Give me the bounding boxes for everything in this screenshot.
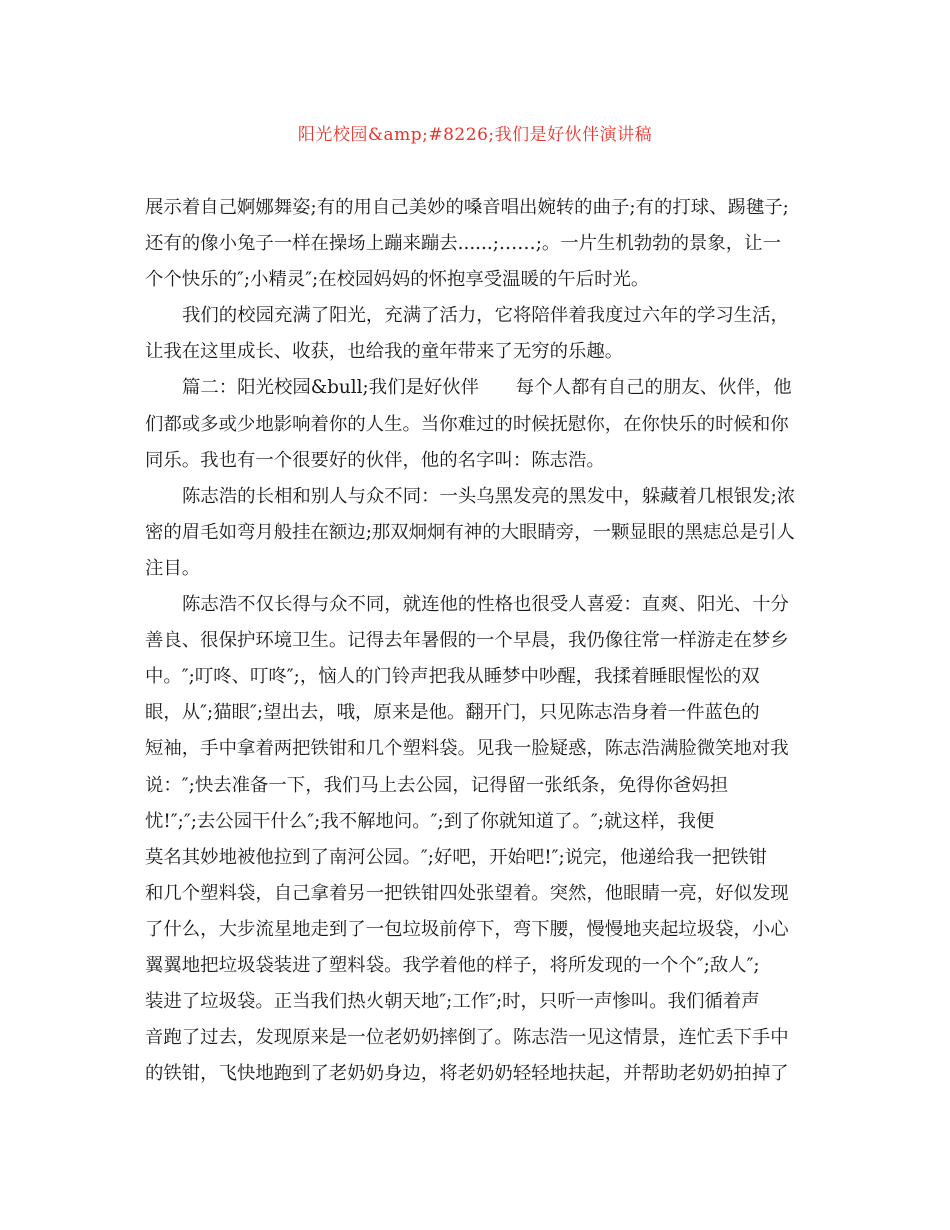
paragraph <box>145 190 805 298</box>
text-line: 陈志浩不仅长得与众不同，就连他的性格也很受人喜爱：直爽、阳光、十分 <box>182 594 789 616</box>
text-line: 莫名其妙地被他拉到了南河公园。″;好吧，开始吧!″;说完，他递给我一把铁钳 <box>145 846 768 868</box>
text-line: 注目。 <box>145 557 201 579</box>
text-line: 了什么，大步流星地走到了一包垃圾前停下，弯下腰，慢慢地夹起垃圾袋，小心 <box>145 918 789 940</box>
text-line: 翼翼地把垃圾袋装进了塑料袋。我学着他的样子，将所发现的一个个″;敌人″; <box>145 954 760 976</box>
text-line: 的铁钳，飞快地跑到了老奶奶身边，将老奶奶轻轻地扶起，并帮助老奶奶拍掉了 <box>145 1063 789 1085</box>
text-line: 中。″;叮咚、叮咚″;，恼人的门铃声把我从睡梦中吵醒，我揉着睡眼惺忪的双 <box>145 666 760 688</box>
text-line: 善良、很保护环境卫生。记得去年暑假的一个早晨，我仍像往常一样游走在梦乡 <box>145 630 789 652</box>
text-line: 装进了垃圾袋。正当我们热火朝天地″;工作″;时，只听一声惨叫。我们循着声 <box>145 991 760 1013</box>
text-line: 音跑了过去，发现原来是一位老奶奶摔倒了。陈志浩一见这情景，连忙丢下手中 <box>145 1027 789 1049</box>
text-line: 眼，从″;猫眼″;望出去，哦，原来是他。翻开门，只见陈志浩身着一件蓝色的 <box>145 702 760 724</box>
text-line: 同乐。我也有一个很要好的伙伴，他的名字叫：陈志浩。 <box>145 449 605 471</box>
text-line: 说：″;快去准备一下，我们马上去公园，记得留一张纸条，免得你爸妈担 <box>145 774 729 796</box>
text-line: 和几个塑料袋，自己拿着另一把铁钳四处张望着。突然，他眼睛一亮，好似发现 <box>145 882 789 904</box>
paragraph <box>145 298 805 370</box>
page-title: 阳光校园&amp;#8226;我们是好伙伴演讲稿 <box>297 125 653 145</box>
text-line: 个个快乐的″;小精灵″;在校园妈妈的怀抱享受温暖的午后时光。 <box>145 269 650 291</box>
text-line: 陈志浩的长相和别人与众不同：一头乌黑发亮的黑发中，躲藏着几根银发;浓 <box>182 485 796 507</box>
text-line: 密的眉毛如弯月般挂在额边;那双炯炯有神的大眼睛旁，一颗显眼的黑痣总是引人 <box>145 521 795 543</box>
paragraph <box>145 479 805 587</box>
paragraph <box>145 370 805 478</box>
paragraph <box>145 587 805 1092</box>
text-line: 让我在这里成长、收获，也给我的童年带来了无穷的乐趣。 <box>145 341 624 363</box>
text-line: 我们的校园充满了阳光，充满了活力，它将陪伴着我度过六年的学习生活， <box>182 305 789 327</box>
text-line: 还有的像小兔子一样在操场上蹦来蹦去......;……;。一片生机勃勃的景象，让一 <box>145 233 781 255</box>
text-line: 短袖，手中拿着两把铁钳和几个塑料袋。见我一脸疑惑，陈志浩满脸微笑地对我 <box>145 738 789 760</box>
text-line: 展示着自己婀娜舞姿;有的用自己美妙的嗓音唱出婉转的曲子;有的打球、踢毽子; <box>145 197 789 218</box>
text-line: 篇二：阳光校园&bull;我们是好伙伴 每个人都有自己的朋友、伙伴，他 <box>182 377 792 399</box>
text-line: 们都或多或少地影响着你的人生。当你难过的时候抚慰你，在你快乐的时候和你 <box>145 413 789 435</box>
text-line: 忧!″;″;去公园干什么″;我不解地问。″;到了你就知道了。″;就这样，我便 <box>145 810 715 832</box>
document-body <box>145 190 805 1092</box>
